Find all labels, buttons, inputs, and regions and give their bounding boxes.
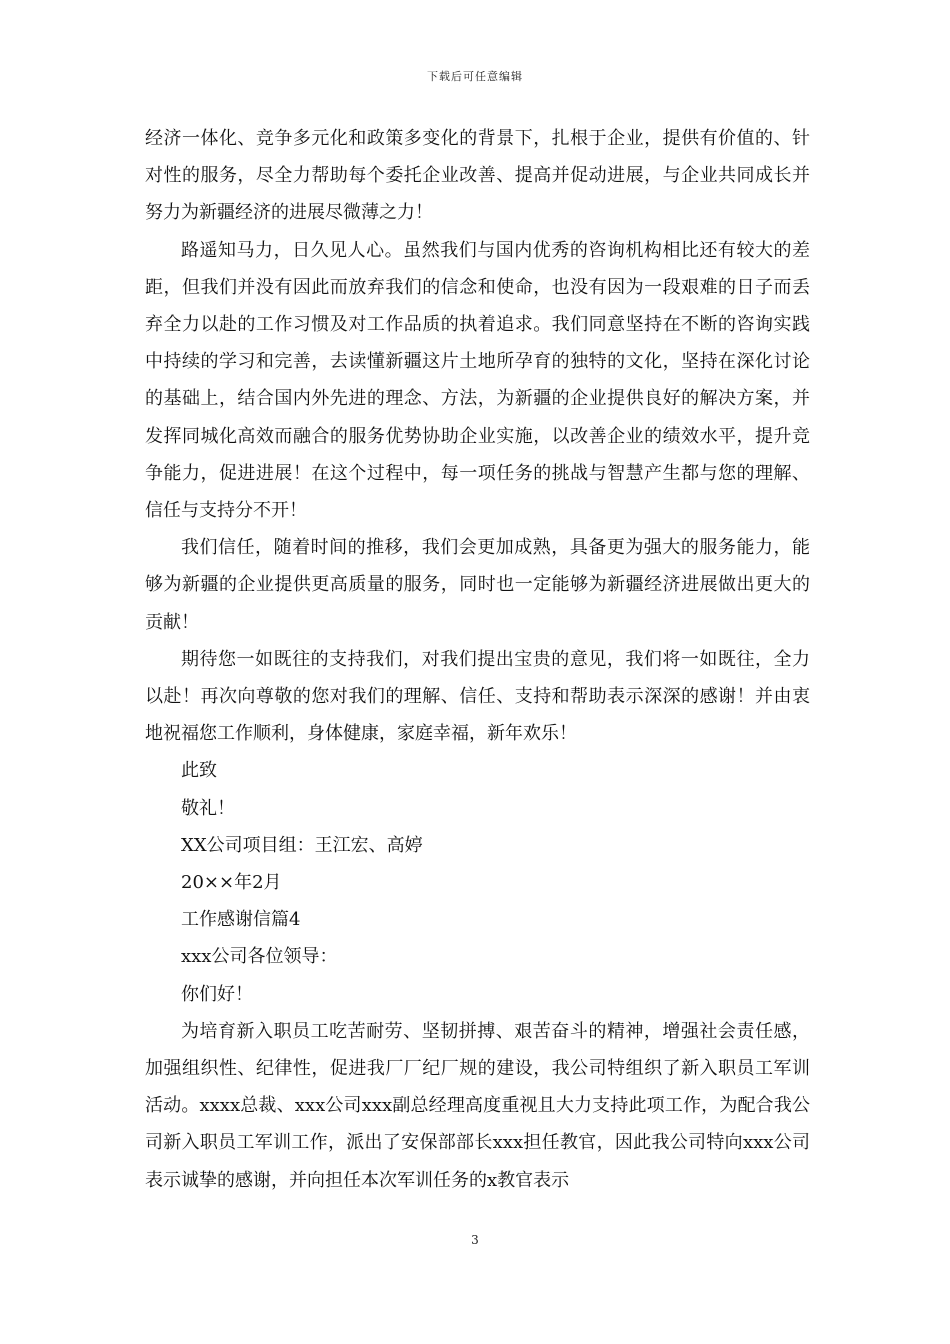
header-note: 下载后可任意编辑	[427, 70, 523, 83]
document-body	[145, 120, 810, 1199]
paragraph-continuation: 经济一体化、竞争多元化和政策多变化的背景下，扎根于企业，提供有价值的、针对性的服务，尽全力帮助每个委托企业改善、提高并促动进展，与企业共同成长并努力为新疆经济的进展尽微薄之力！	[145, 128, 810, 224]
closing-regards: 敬礼！	[181, 797, 235, 819]
paragraph: 我们信任，随着时间的推移，我们会更加成熟，具备更为强大的服务能力，能够为新疆的企业提供更高质量的服务，同时也一定能够为新疆经济进展做出更大的贡献！	[145, 537, 810, 633]
section-title: 工作感谢信篇4	[181, 909, 301, 931]
page-number: 3	[471, 1233, 479, 1247]
paragraph: 路遥知马力，日久见人心。虽然我们与国内优秀的咨询机构相比还有较大的差距，但我们并没有因此而放弃我们的信念和使命，也没有因为一段艰难的日子而丢弃全力以赴的工作习惯及对工作品质的执着追求。我们同意坚持在不断的咨询实践中持续的学习和完善，去读懂新疆这片土地所孕育的独特的文化，坚持在深化讨论的基础上，结合国内外先进的理念、方法，为新疆的企业提供良好的解决方案，并发挥同城化高效而融合的服务优势协助企业实施，以改善企业的绩效水平，提升竞争能力，促进进展！在这个过程中，每一项任务的挑战与智慧产生都与您的理解、信任与支持分不开！	[145, 239, 810, 522]
paragraph: 期待您一如既往的支持我们，对我们提出宝贵的意见，我们将一如既往，全力以赴！再次向尊敬的您对我们的理解、信任、支持和帮助表示深深的感谢！并由衷地祝福您工作顺利，身体健康，家庭幸福，新年欢乐！	[145, 648, 810, 745]
date-line: 20××年2月	[181, 872, 282, 894]
letter-greeting: 你们好！	[181, 983, 253, 1005]
closing-salutation: 此致	[181, 760, 217, 782]
paragraph: 为培育新入职员工吃苦耐劳、坚韧拼搏、艰苦奋斗的精神，增强社会责任感，加强组织性、纪律性，促进我厂厂纪厂规的建设，我公司特组织了新入职员工军训活动。xxxx总裁、xxx公司xxx副总经理高度重视且大力支持此项工作，为配合我公司新入职员工军训工作，派出了安保部部长xxx担任教官，因此我公司特向xxx公司表示诚挚的感谢，并向担任本次军训任务的x教官表示	[145, 1020, 810, 1191]
signature-line: XX公司项目组：王江宏、高婷	[181, 834, 423, 856]
letter-addressee: xxx公司各位领导：	[181, 946, 338, 968]
